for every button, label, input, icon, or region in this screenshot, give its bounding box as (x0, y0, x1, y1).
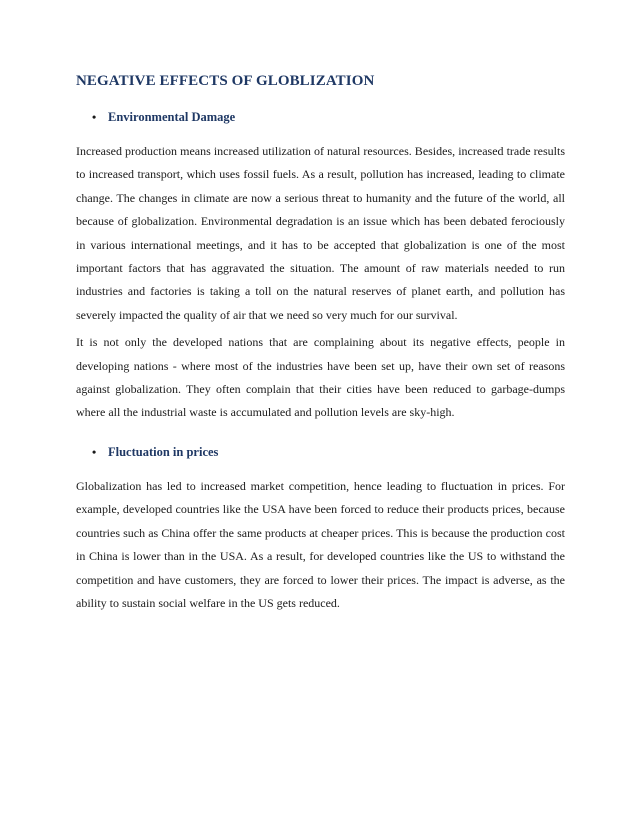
section-heading-label: Environmental Damage (108, 110, 236, 124)
section-heading-environmental-damage (92, 108, 565, 126)
section-heading-fluctuation-in-prices (92, 443, 565, 461)
bullet-icon: • (92, 444, 97, 459)
bullet-icon: • (92, 110, 97, 124)
page-title: NEGATIVE EFFECTS OF GLOBLIZATION (76, 73, 375, 89)
paragraph: It is not only the developed nations that are complaining about its negative effects, people in developing nations - where most of the industries have been set up, have their own set of reasons against globalization. They often complain that their cities have been reduced to garbage-dumps where all the industrial waste is accumulated and pollution levels are sky-high. (76, 335, 565, 420)
document-content (76, 70, 565, 615)
paragraph: Globalization has led to increased market competition, hence leading to fluctuation in prices. For example, developed countries like the USA have been forced to reduce their products prices, because countries such as China offer the same products at cheaper prices. This is because the production cost in China is lower than in the USA. As a result, for developed countries like the US to withstand the competition and have customers, they are forced to lower their prices. The impact is adverse, as the ability to sustain social welfare in the US gets reduced. (76, 478, 565, 610)
section-heading-label: Fluctuation in prices (108, 444, 219, 459)
paragraph: Increased production means increased utilization of natural resources. Besides, increased trade results to increased transport, which uses fossil fuels. As a result, pollution has increased, leading to climate change. The changes in climate are now a serious threat to humanity and the future of the world, all because of globalization. Environmental degradation is an issue which has been debated ferociously in various international meetings, and it has to be accepted that globalization is one of the most important factors that has aggravated the situation. The amount of raw materials needed to run industries and factories is taking a toll on the natural reserves of planet earth, and pollution has severely impacted the quality of air that we need so very much for our survival. (76, 144, 565, 322)
